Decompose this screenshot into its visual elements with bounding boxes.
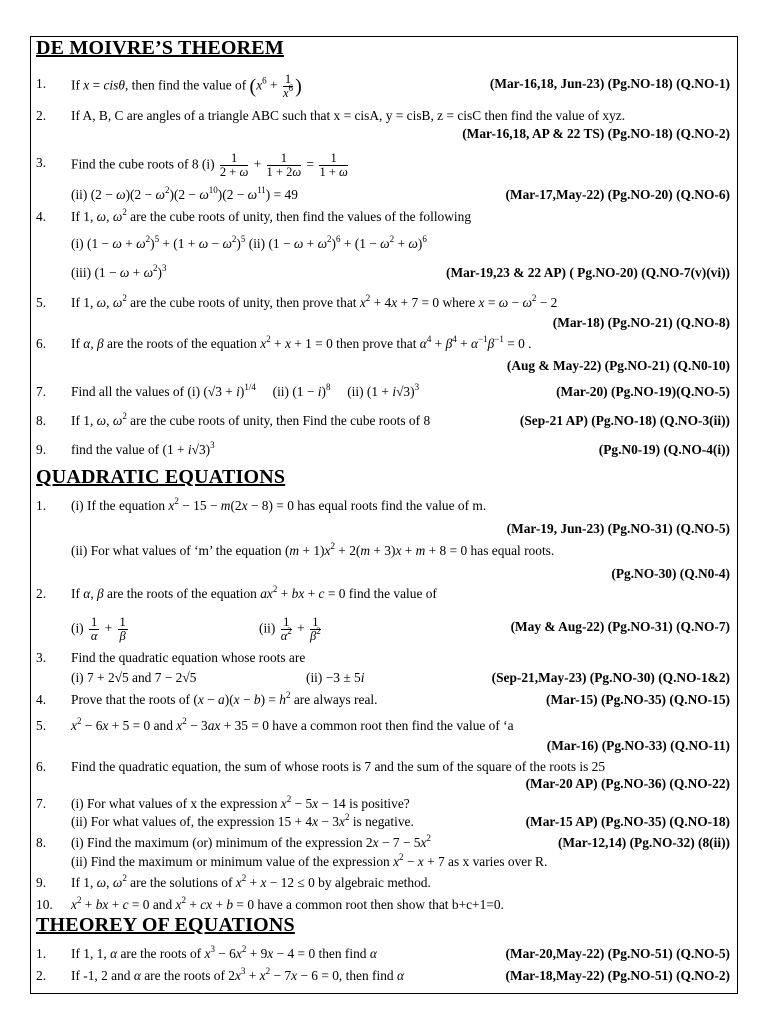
question-number: 4. (36, 692, 47, 707)
text-fragment: If (71, 77, 84, 93)
text-fragment: are the roots of (140, 968, 229, 983)
text-fragment: (ii) (248, 236, 269, 251)
question-text: (i) Find the maximum (or) minimum of the expression $2x - 7 - 5x^2$ (71, 833, 431, 850)
text-fragment: are the roots of the equation (103, 336, 261, 351)
reference: (Mar-16,18, Jun-23) (Pg.NO-18) (Q.NO-1) (489, 76, 730, 91)
text-fragment: are the solutions of (126, 875, 236, 890)
question-dm-3-part-2 (0, 184, 768, 206)
text-fragment: If (71, 295, 84, 310)
text-fragment: is positive? (345, 796, 410, 811)
question-text: If α, β are the roots of the equation $x^2 + x + 1 = 0$ then prove that $\alpha^4 + \beta^4 + \alpha^{-1}\beta^{-1} = 0$ . (71, 334, 532, 351)
question-dm-5 (0, 292, 768, 314)
question-number: 4. (36, 209, 47, 224)
question-dm-3 (0, 151, 768, 179)
question-qe-1-part-2 (0, 540, 768, 562)
question-text: Find the cube roots of 8 (i) $\frac{1}{2 + \omega}$ + $\frac{1}{1 + 2\omega}$ = $\frac{1}{1 + \omega}$ (71, 151, 348, 179)
question-text: (ii) For what values of, the expression $15 + 4x - 3x^2$ is negative. (71, 812, 414, 829)
text-fragment: (i) Find the maximum (or) minimum of the expression (71, 835, 366, 850)
text-fragment: have a common root then find the value of ‘a (268, 718, 514, 733)
text-fragment: (ii) (71, 187, 91, 202)
question-number: 7. (36, 796, 47, 811)
reference-line (0, 563, 768, 585)
question-qe-10 (0, 894, 768, 916)
text-fragment: , then find the value of (124, 77, 250, 93)
reference: (Mar-20) (Pg.NO-19)(Q.NO-5) (556, 384, 730, 399)
question-number: 8. (36, 835, 47, 850)
question-number: 2. (36, 586, 47, 601)
text-fragment: , then find (338, 968, 397, 983)
text-fragment: are the cube roots of unity, then prove that (126, 295, 360, 310)
text-fragment: (i) (71, 620, 87, 636)
text-fragment: as x varies over R. (444, 854, 548, 869)
reference: (Mar-19,23 & 22 AP) ( Pg.NO-20) (Q.NO-7(v)(vi)) (446, 265, 730, 280)
text-fragment: If (71, 413, 84, 428)
reference-line (0, 355, 768, 377)
text-fragment: If (71, 946, 84, 961)
question-te-1 (0, 943, 768, 965)
question-number: 5. (36, 718, 47, 733)
question-number: 3. (36, 155, 47, 170)
question-text: (ii) For what values of ‘m’ the equation $(m + 1)x^2 + 2(m + 3)x + m + 8 = 0$ has equal roots. (71, 541, 555, 558)
question-number: 6. (36, 336, 47, 351)
reference: (Mar-16,18, AP & 22 TS) (Pg.NO-18) (Q.NO-2) (462, 126, 730, 141)
question-text: (i) If the equation $x^2 - 15 - m(2x - 8) = 0$ has equal roots find the value of m. (71, 496, 487, 513)
question-text: If 1, ω, $\omega^2$ are the solutions of $x^2 + x - 12 \le 0$ by algebraic method. (71, 873, 431, 890)
reference: (Mar-19, Jun-23) (Pg.NO-31) (Q.NO-5) (506, 521, 730, 536)
question-number: 5. (36, 295, 47, 310)
reference-line (0, 735, 768, 757)
question-text: If A, B, C are angles of a triangle ABC such that x = cisA, y = cisB, z = cisC then find the value of xyz. (71, 108, 626, 123)
question-number: 1. (36, 76, 47, 91)
question-dm-6 (0, 333, 768, 355)
question-dm-8 (0, 410, 768, 432)
question-text: $x^2$ + bx + c = 0 and $x^2$ + cx + b = 0 have a common root then show that b+c+1=0. (71, 895, 504, 912)
question-qe-8-part-2 (0, 851, 768, 873)
text-fragment: (iii) (71, 265, 95, 280)
text-fragment: are always real. (290, 692, 378, 707)
reference: (Pg.NO-30) (Q.N0-4) (611, 566, 730, 581)
question-text: Prove that the roots of $(x - a)(x - b) = h^2$ are always real. (71, 690, 378, 707)
reference: (Mar-12,14) (Pg.NO-32) (8(ii)) (557, 835, 730, 850)
text-fragment: (i) (71, 670, 87, 685)
question-text: Find the quadratic equation, the sum of whose roots is 7 and the sum of the square of the roots is 25 (71, 759, 606, 774)
text-fragment: Find all the values of (i) (71, 384, 204, 399)
question-number: 10. (36, 897, 53, 912)
question-number: 9. (36, 442, 47, 457)
question-number: 1. (36, 946, 47, 961)
text-fragment: If -1, 2 and (71, 968, 134, 983)
reference: (Mar-16) (Pg.NO-33) (Q.NO-11) (546, 738, 730, 753)
question-number: 1. (36, 498, 47, 513)
question-dm-9 (0, 439, 768, 461)
reference: (Pg.N0-19) (Q.NO-4(i)) (598, 442, 730, 457)
text-fragment: have a common root then show that b+c+1=0. (254, 897, 504, 912)
text-fragment: has equal roots find the value of m. (293, 498, 487, 513)
text-fragment: (ii) (259, 620, 279, 636)
text-fragment: is negative. (349, 814, 414, 829)
text-fragment: by algebraic method. (314, 875, 431, 890)
question-qe-1 (0, 495, 768, 517)
question-dm-4-part-1 (0, 233, 768, 255)
question-number: 7. (36, 384, 47, 399)
reference: (Mar-20,May-22) (Pg.NO-51) (Q.NO-5) (505, 946, 730, 961)
text-fragment: and (150, 718, 177, 733)
question-text: (iii) $(1 - \omega + \omega^2)^3$ (71, 263, 167, 280)
question-qe-2 (0, 583, 768, 605)
section-heading-theory: THEOREY OF EQUATIONS (36, 914, 295, 936)
text-fragment: (ii) For what values of, the expression (71, 814, 278, 829)
text-fragment: then find (315, 946, 370, 961)
text-fragment: find the value of (71, 442, 163, 457)
reference: (Mar-18,May-22) (Pg.NO-51) (Q.NO-2) (505, 968, 730, 983)
question-text: (i) $\frac{1}{\alpha}$ + $\frac{1}{\beta}$ (71, 615, 126, 643)
question-number: 3. (36, 650, 47, 665)
text-fragment: (ii) (347, 384, 367, 399)
question-text: Find all the values of (i) $(√3 + i)^{1/4}$ (ii) $(1 - i)^8$ (ii) $(1 + i√3)^3$ (71, 382, 420, 399)
question-text: If x = cisθ, then find the value of ($x^6$ + $\frac{1}{x^6}$ ) (71, 72, 302, 100)
question-text: If 1, ω, $\omega^2$ are the cube roots of unity, then prove that $x^2 + 4x + 7 = 0$ where $x = \omega - \omega^2 - 2$ (71, 293, 558, 310)
question-te-2 (0, 965, 768, 987)
question-text: (ii) $(2 - \omega)(2 - \omega^2)(2 - \omega^{10})(2 - \omega^{11}) = 49$ (71, 185, 298, 202)
text-fragment: If (71, 586, 84, 601)
question-number: 2. (36, 108, 47, 123)
reference: (Sep-21 AP) (Pg.NO-18) (Q.NO-3(ii)) (519, 413, 730, 428)
text-fragment: If (71, 336, 84, 351)
question-text: (i) $(1 - \omega + \omega^2)^5 + (1 + \omega - \omega^2)^5$ (ii) $(1 - \omega + \omega^2)^6 + (1 - \omega^2 + \omega)^6$ (71, 234, 427, 251)
question-text: Find the quadratic equation whose roots are (71, 650, 306, 665)
question-text: If α, β are the roots of the equation $ax^2$ + bx + c = 0 find the value of (71, 584, 437, 601)
section-heading-quadratic: QUADRATIC EQUATIONS (36, 466, 286, 488)
text-fragment: are the cube roots of unity, then Find the cube roots of 8 (126, 413, 431, 428)
text-fragment: find the value of (345, 586, 437, 601)
question-qe-4 (0, 689, 768, 711)
reference-line (0, 773, 768, 795)
text-fragment: where (439, 295, 479, 310)
question-text: (i) 7 + 2√5 and 7 − 2√5 (71, 670, 197, 685)
question-text: If 1, ω, $\omega^2$ are the cube roots of unity, then Find the cube roots of 8 (71, 411, 431, 428)
question-text: (i) For what values of x the expression $x^2 - 5x - 14$ is positive? (71, 794, 410, 811)
question-qe-3 (0, 647, 768, 669)
text-fragment: then prove that (332, 336, 420, 351)
question-number: 2. (36, 968, 47, 983)
question-dm-4-part-2 (0, 262, 768, 284)
text-fragment: are the roots of (117, 946, 205, 961)
question-dm-1 (0, 72, 768, 100)
text-fragment: Find the cube roots of 8 (i) (71, 156, 218, 172)
reference: (Mar-20 AP) (Pg.NO-36) (Q.NO-22) (525, 776, 730, 791)
question-text: If 1, ω, $\omega^2$ are the cube roots of unity, then find the values of the following (71, 207, 472, 224)
text-fragment: are the cube roots of unity, then find the values of the following (126, 209, 472, 224)
reference: (Mar-15 AP) (Pg.NO-35) (Q.NO-18) (525, 814, 730, 829)
text-fragment: (ii) (306, 670, 326, 685)
question-number: 6. (36, 759, 47, 774)
text-fragment: Prove that the roots of (71, 692, 194, 707)
question-qe-7-part-2 (0, 811, 768, 833)
question-text: If -1, 2 and α are the roots of $2x^3 + x^2 - 7x - 6 = 0$, then find α (71, 966, 404, 983)
text-fragment: are the roots of the equation (103, 586, 261, 601)
question-qe-9 (0, 872, 768, 894)
question-qe-2-parts (0, 615, 768, 643)
text-fragment: and (128, 670, 155, 685)
question-qe-3-parts (0, 667, 768, 689)
reference: (Sep-21,May-23) (Pg.NO-30) (Q.NO-1&2) (491, 670, 730, 685)
question-dm-7 (0, 381, 768, 403)
question-text: (ii) Find the maximum or minimum value of the expression $x^2 - x + 7$ as x varies over R. (71, 852, 548, 869)
reference-line (0, 123, 768, 145)
text-fragment: (i) If the equation (71, 498, 169, 513)
text-fragment: If (71, 875, 84, 890)
question-qe-5 (0, 715, 768, 737)
question-text: (ii) $\frac{1}{\alpha^2}$ + $\frac{1}{\beta^2}$ (259, 615, 321, 643)
reference: (Aug & May-22) (Pg.NO-21) (Q.N0-10) (506, 358, 730, 373)
reference: (Mar-17,May-22) (Pg.NO-20) (Q.NO-6) (505, 187, 730, 202)
section-heading-de-moivre: DE MOIVRE’S THEOREM (36, 37, 284, 59)
question-text: (ii) −3 ± 5i (306, 670, 365, 685)
text-fragment: and (149, 897, 176, 912)
reference: (Mar-15) (Pg.NO-35) (Q.NO-15) (546, 692, 730, 707)
reference: (Mar-18) (Pg.NO-21) (Q.NO-8) (552, 315, 730, 330)
question-text: $x^2 - 6x + 5 = 0$ and $x^2 - 3ax + 35 = 0$ have a common root then find the value of ‘a (71, 716, 514, 733)
text-fragment: If (71, 209, 84, 224)
question-number: 8. (36, 413, 47, 428)
text-fragment: (i) For what values of x the expression (71, 796, 281, 811)
reference-line (0, 312, 768, 334)
question-text: find the value of $(1 + i√3)^3$ (71, 440, 215, 457)
reference-line (0, 518, 768, 540)
text-fragment: has equal roots. (467, 543, 555, 558)
text-fragment: (ii) (272, 384, 293, 399)
question-number: 9. (36, 875, 47, 890)
text-fragment: (i) (71, 236, 87, 251)
question-dm-4 (0, 206, 768, 228)
text-fragment: (ii) Find the maximum or minimum value of the expression (71, 854, 394, 869)
reference: (May & Aug-22) (Pg.NO-31) (Q.NO-7) (510, 619, 730, 634)
text-fragment: (ii) For what values of ‘m’ the equation (71, 543, 285, 558)
question-text: If 1, 1, α are the roots of $x^3 - 6x^2 + 9x - 4 = 0$ then find α (71, 944, 377, 961)
